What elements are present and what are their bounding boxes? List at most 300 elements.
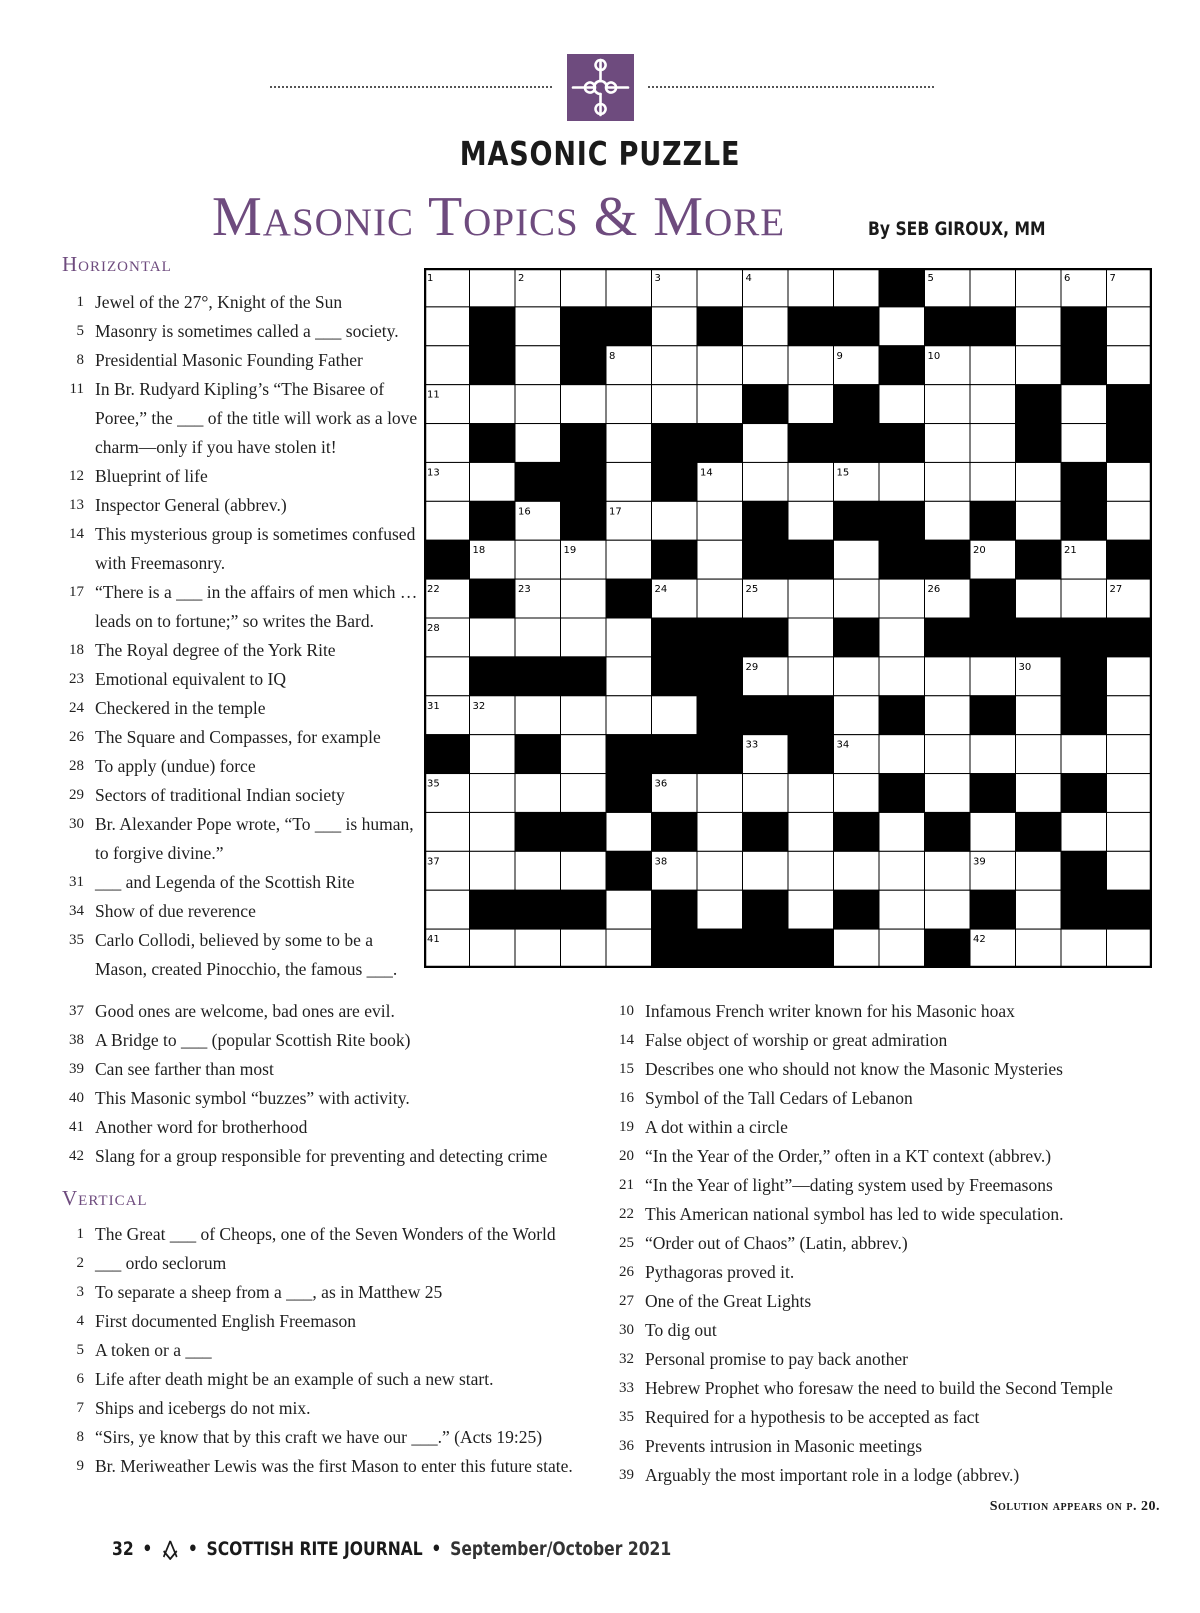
header-rule-left [270,86,552,88]
grid-cell[interactable] [788,657,834,696]
clue-item [62,694,422,723]
grid-cell[interactable] [652,696,698,735]
grid-cell-number: 6 [1064,273,1071,284]
grid-cell-number: 42 [973,934,986,946]
grid-cell[interactable] [788,268,834,307]
clue-text: Jewel of the 27°, Knight of the Sun [95,292,343,312]
grid-cell[interactable] [834,540,880,579]
grid-cell[interactable] [925,890,971,929]
grid-block [652,890,698,929]
grid-cell-number: 29 [745,661,759,673]
grid-block [788,696,834,735]
clue-number: 31 [69,874,84,890]
grid-block [561,657,607,696]
grid-cell[interactable] [515,540,561,579]
grid-cell[interactable] [970,657,1016,696]
grid-block [697,424,743,463]
clue-text: In Br. Rudyard Kipling’s “The Bisaree of Poree,” the ___ of the title will work as a love charm—only if you have stolen it! [95,379,418,457]
grid-cell[interactable] [697,851,743,890]
grid-block [743,890,789,929]
grid-cell[interactable] [788,346,834,385]
footer-separator: • [187,1538,198,1560]
grid-cell[interactable] [697,385,743,424]
clue-text: First documented English Freemason [95,1311,357,1331]
grid-block [697,307,743,346]
grid-cell[interactable] [1061,385,1107,424]
grid-block [1061,696,1107,735]
clue-number: 27 [619,1293,634,1309]
grid-cell[interactable] [606,462,652,501]
clue-item [612,1345,1172,1374]
grid-cell[interactable] [788,385,834,424]
grid-cell[interactable] [606,812,652,851]
grid-cell-number: 18 [472,545,486,557]
section-title: MASONIC PUZZLE [459,134,741,173]
grid-cell[interactable] [1016,462,1062,501]
clue-item [612,1258,1172,1287]
grid-cell[interactable] [561,929,607,968]
grid-cell[interactable] [606,696,652,735]
grid-cell[interactable] [834,268,880,307]
grid-block [925,812,971,851]
clue-number: 29 [69,787,84,803]
grid-cell[interactable] [970,268,1016,307]
grid-cell[interactable] [1016,579,1062,618]
grid-cell-number: 39 [973,856,986,868]
clue-number: 39 [619,1467,634,1483]
grid-cell[interactable] [1061,424,1107,463]
clue-number: 12 [69,468,84,484]
grid-cell[interactable] [834,579,880,618]
grid-cell[interactable] [743,462,789,501]
grid-block [743,501,789,540]
grid-cell[interactable] [879,462,925,501]
grid-cell[interactable] [561,385,607,424]
clue-text: Br. Meriweather Lewis was the first Mason to enter this future state. [95,1456,573,1476]
grid-block [970,890,1016,929]
grid-cell[interactable] [788,501,834,540]
clue-text: Arguably the most important role in a lodge (abbrev.) [645,1465,1020,1485]
grid-block [1016,424,1062,463]
grid-block [470,307,516,346]
grid-cell[interactable] [561,774,607,813]
grid-cell[interactable] [925,501,971,540]
grid-cell[interactable] [925,735,971,774]
clue-number: 18 [69,642,84,658]
grid-cell[interactable] [925,462,971,501]
grid-cell[interactable] [1061,735,1107,774]
grid-cell-number: 33 [745,739,759,751]
clue-text: Sectors of traditional Indian society [95,785,345,805]
grid-cell[interactable] [925,696,971,735]
clue-item [62,578,422,636]
grid-block [879,424,925,463]
clue-item [62,1423,602,1452]
grid-cell[interactable] [970,462,1016,501]
clue-item [62,868,422,897]
grid-cell[interactable] [879,812,925,851]
grid-cell[interactable] [606,929,652,968]
grid-cell[interactable] [424,424,470,463]
clue-text: The Great ___ of Cheops, one of the Seven Wonders of the World [95,1224,556,1244]
grid-cell-number: 32 [472,700,486,712]
across-heading: Horizontal [62,252,172,276]
clue-text: Ships and icebergs do not mix. [95,1398,311,1418]
clue-number: 35 [619,1409,634,1425]
grid-cell[interactable] [470,268,516,307]
clue-number: 30 [69,816,84,832]
clue-text: “Order out of Chaos” (Latin, abbrev.) [645,1233,908,1253]
clue-text: This Masonic symbol “buzzes” with activity. [95,1088,410,1108]
grid-cell[interactable] [1016,929,1062,968]
clue-item [62,462,422,491]
grid-block [879,696,925,735]
grid-block [606,307,652,346]
clue-item [62,997,602,1026]
grid-cell-number: 26 [927,584,941,596]
grid-cell[interactable] [834,929,880,968]
grid-block [652,618,698,657]
grid-block [652,812,698,851]
down-heading: Vertical [62,1186,148,1210]
grid-cell[interactable] [879,579,925,618]
clue-number: 14 [69,526,84,542]
clue-item [62,723,422,752]
clue-number: 24 [69,700,84,716]
grid-cell[interactable] [561,696,607,735]
grid-cell[interactable] [1107,346,1153,385]
grid-block [561,462,607,501]
grid-cell[interactable] [788,462,834,501]
grid-cell[interactable] [834,657,880,696]
grid-cell[interactable] [515,851,561,890]
grid-cell[interactable] [1016,735,1062,774]
grid-cell[interactable] [925,851,971,890]
across-clue-list [62,288,422,984]
grid-cell[interactable] [1016,346,1062,385]
clue-number: 30 [619,1322,634,1338]
clue-number: 8 [76,352,84,368]
grid-cell[interactable] [652,346,698,385]
grid-cell[interactable] [788,812,834,851]
grid-cell[interactable] [1107,462,1153,501]
clue-number: 28 [69,758,84,774]
grid-block [743,618,789,657]
grid-block [925,540,971,579]
clue-text: This American national symbol has led to wide speculation. [645,1204,1064,1224]
grid-cell[interactable] [424,890,470,929]
clue-number: 32 [619,1351,634,1367]
grid-cell-number: 24 [654,584,668,596]
clue-item [62,346,422,375]
grid-cell[interactable] [1107,657,1153,696]
grid-cell[interactable] [561,618,607,657]
grid-cell[interactable] [1016,268,1062,307]
grid-cell[interactable] [1107,929,1153,968]
grid-cell[interactable] [515,696,561,735]
grid-block [561,346,607,385]
grid-block [1016,812,1062,851]
grid-cell[interactable] [879,618,925,657]
clue-item [62,1142,602,1171]
grid-cell[interactable] [834,851,880,890]
clue-text: Life after death might be an example of such a new start. [95,1369,494,1389]
grid-cell[interactable] [925,424,971,463]
grid-cell[interactable] [697,346,743,385]
grid-block [925,929,971,968]
clue-number: 7 [76,1400,84,1416]
grid-cell[interactable] [424,307,470,346]
clue-item [62,897,422,926]
clue-item [612,1026,1172,1055]
grid-cell[interactable] [1107,307,1153,346]
clue-item [612,1461,1172,1490]
grid-cell[interactable] [1061,812,1107,851]
grid-cell[interactable] [1107,812,1153,851]
grid-cell[interactable] [652,385,698,424]
grid-cell[interactable] [561,735,607,774]
grid-cell[interactable] [970,735,1016,774]
grid-cell[interactable] [743,424,789,463]
grid-cell[interactable] [697,890,743,929]
grid-cell[interactable] [1061,579,1107,618]
grid-block [834,812,880,851]
grid-cell[interactable] [470,462,516,501]
grid-cell[interactable] [424,346,470,385]
grid-cell[interactable] [1016,696,1062,735]
clue-number: 16 [619,1090,634,1106]
grid-cell[interactable] [470,618,516,657]
grid-cell[interactable] [606,385,652,424]
grid-cell[interactable] [515,774,561,813]
grid-cell[interactable] [879,657,925,696]
grid-block [697,696,743,735]
grid-cell[interactable] [515,385,561,424]
grid-cell-number: 10 [927,350,941,362]
grid-cell[interactable] [970,385,1016,424]
grid-cell-number: 34 [836,739,850,751]
clue-item [62,1084,602,1113]
grid-block [652,540,698,579]
clue-text: Another word for brotherhood [95,1117,308,1137]
grid-cell[interactable] [470,774,516,813]
grid-cell[interactable] [470,735,516,774]
grid-cell[interactable] [697,540,743,579]
grid-cell[interactable] [879,307,925,346]
grid-block [1061,462,1107,501]
grid-cell[interactable] [697,812,743,851]
grid-block [606,851,652,890]
grid-cell[interactable] [743,851,789,890]
grid-cell-number: 22 [427,584,440,596]
grid-cell[interactable] [515,424,561,463]
grid-cell[interactable] [1107,774,1153,813]
grid-cell-number: 7 [1109,273,1116,284]
grid-cell[interactable] [424,812,470,851]
clue-item [62,491,422,520]
grid-block [788,307,834,346]
clue-item [612,1171,1172,1200]
grid-cell[interactable] [697,268,743,307]
clue-item [62,1026,602,1055]
grid-cell[interactable] [606,424,652,463]
clue-number: 9 [76,1458,84,1474]
grid-cell[interactable] [561,268,607,307]
grid-cell-number: 21 [1064,545,1077,557]
grid-cell-number: 2 [518,273,525,284]
grid-cell[interactable] [970,346,1016,385]
grid-cell[interactable] [470,385,516,424]
grid-cell[interactable] [1061,929,1107,968]
grid-cell-number: 31 [427,700,440,712]
grid-cell-number: 1 [427,273,434,284]
grid-cell[interactable] [970,812,1016,851]
grid-block [697,657,743,696]
clue-number: 33 [619,1380,634,1396]
clue-text: “In the Year of the Order,” often in a KT context (abbrev.) [645,1146,1052,1166]
byline: By SEB GIROUX, MM [868,218,1046,240]
grid-cell[interactable] [697,501,743,540]
clue-text: “Sirs, ye know that by this craft we have our ___.” (Acts 19:25) [95,1427,543,1447]
grid-cell[interactable] [1107,735,1153,774]
footer-separator: • [431,1538,442,1560]
grid-cell[interactable] [743,774,789,813]
grid-block [652,424,698,463]
grid-cell[interactable] [879,929,925,968]
grid-cell[interactable] [606,268,652,307]
grid-cell[interactable] [925,657,971,696]
grid-cell[interactable] [879,851,925,890]
grid-block [697,618,743,657]
grid-block [515,462,561,501]
clue-number: 37 [69,1003,84,1019]
solution-note: Solution appears on p. 20. [989,1499,1160,1514]
clue-item [612,1287,1172,1316]
clue-item [612,1403,1172,1432]
grid-cell[interactable] [470,812,516,851]
grid-cell-number: 13 [427,467,440,479]
grid-cell[interactable] [879,890,925,929]
grid-cell[interactable] [697,579,743,618]
grid-cell-number: 37 [427,856,440,868]
grid-cell[interactable] [743,346,789,385]
grid-cell[interactable] [424,657,470,696]
down-clue-list-continued [612,997,1172,1490]
grid-cell[interactable] [1016,890,1062,929]
clue-item [612,1200,1172,1229]
grid-cell-number: 23 [518,584,531,596]
grid-block [652,929,698,968]
grid-block [606,735,652,774]
grid-cell-number: 38 [654,856,668,868]
grid-cell[interactable] [970,424,1016,463]
grid-cell[interactable] [470,851,516,890]
grid-cell[interactable] [561,851,607,890]
grid-cell[interactable] [1016,774,1062,813]
grid-block [925,618,971,657]
grid-cell[interactable] [697,774,743,813]
grid-cell[interactable] [834,774,880,813]
grid-cell[interactable] [515,929,561,968]
grid-cell[interactable] [606,540,652,579]
clue-item [62,1336,602,1365]
grid-cell[interactable] [561,579,607,618]
grid-cell[interactable] [788,890,834,929]
grid-cell[interactable] [834,696,880,735]
grid-block [561,812,607,851]
grid-cell[interactable] [515,307,561,346]
grid-cell[interactable] [424,501,470,540]
grid-cell[interactable] [879,385,925,424]
clue-text: Required for a hypothesis to be accepted as fact [645,1407,980,1427]
journal-name: SCOTTISH RITE JOURNAL [206,1538,423,1560]
grid-cell[interactable] [743,307,789,346]
grid-cell[interactable] [606,657,652,696]
grid-cell[interactable] [1016,307,1062,346]
grid-cell[interactable] [515,346,561,385]
clue-item [62,1394,602,1423]
grid-cell[interactable] [1107,851,1153,890]
grid-block [606,774,652,813]
clue-number: 42 [69,1148,84,1164]
grid-cell[interactable] [515,618,561,657]
clue-number: 25 [619,1235,634,1251]
clue-number: 19 [619,1119,634,1135]
grid-cell[interactable] [606,890,652,929]
grid-cell[interactable] [788,851,834,890]
clue-number: 1 [76,1226,84,1242]
grid-cell[interactable] [652,307,698,346]
clue-number: 35 [69,932,84,948]
grid-block [561,501,607,540]
grid-block [743,929,789,968]
grid-cell[interactable] [1016,501,1062,540]
grid-cell[interactable] [1016,851,1062,890]
clue-item [62,926,422,984]
grid-block [1061,774,1107,813]
clue-item [62,1113,602,1142]
grid-cell[interactable] [925,385,971,424]
grid-cell[interactable] [652,501,698,540]
clue-text: Blueprint of life [95,466,208,486]
grid-cell[interactable] [1107,501,1153,540]
clue-text: Prevents intrusion in Masonic meetings [645,1436,923,1456]
grid-cell-number: 36 [654,778,668,790]
clue-text: Emotional equivalent to IQ [95,669,286,689]
clue-text: Show of due reverence [95,901,256,921]
grid-block [470,501,516,540]
clue-number: 26 [69,729,84,745]
grid-cell[interactable] [788,579,834,618]
grid-block [970,696,1016,735]
grid-block [1061,346,1107,385]
grid-block [424,540,470,579]
grid-cell[interactable] [879,735,925,774]
clue-text: “There is a ___ in the affairs of men which … leads on to fortune;” so writes the Bard. [95,582,418,631]
grid-cell-number: 9 [836,350,843,362]
grid-cell[interactable] [788,774,834,813]
grid-cell[interactable] [1107,696,1153,735]
grid-cell-number: 11 [427,389,440,401]
grid-block [697,735,743,774]
grid-cell[interactable] [606,618,652,657]
grid-cell[interactable] [470,929,516,968]
clue-text: Slang for a group responsible for preventing and detecting crime [95,1146,548,1166]
grid-cell-number: 16 [518,506,531,518]
grid-cell[interactable] [925,774,971,813]
grid-cell[interactable] [788,618,834,657]
clue-item [62,1220,602,1249]
